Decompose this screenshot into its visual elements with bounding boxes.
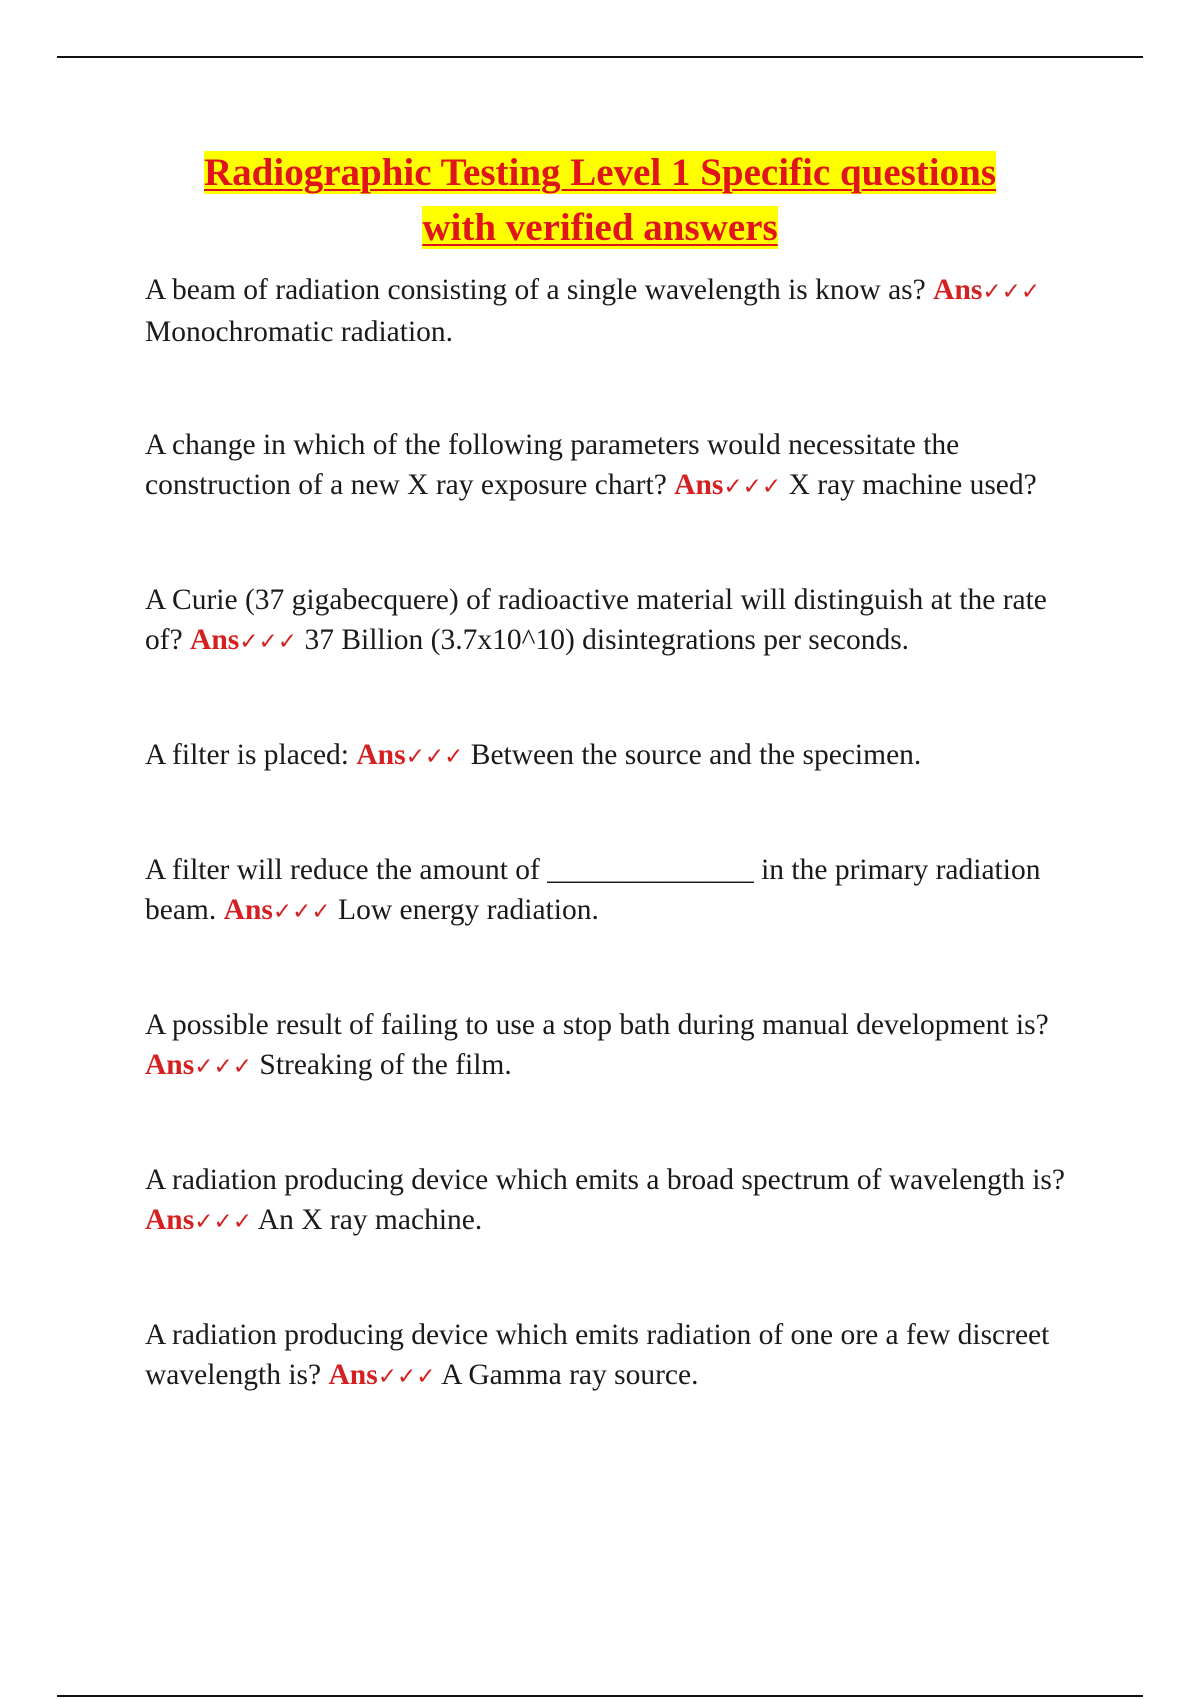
answer-text: Low energy radiation. [338, 894, 599, 926]
question-text: A radiation producing device which emits radiation of one ore a few discreet wavelength is? [145, 1319, 1050, 1391]
answer-text: Monochromatic radiation. [145, 316, 454, 348]
answer-text: A Gamma ray source. [441, 1359, 699, 1391]
question-text: A radiation producing device which emits a broad spectrum of wavelength is? [145, 1164, 1065, 1196]
answer-text: X ray machine used? [788, 469, 1037, 501]
answer-label: Ans [328, 1359, 378, 1391]
answer-label: Ans [674, 469, 724, 501]
qa-item [145, 580, 1090, 662]
qa-item [145, 270, 1090, 352]
answer-text: Between the source and the specimen. [470, 739, 922, 771]
header-rule [57, 56, 1143, 58]
check-marks-icon: ✓✓✓ [272, 899, 331, 925]
answer-label: Ans [356, 739, 406, 771]
answer-label: Ans [190, 624, 240, 656]
title-line-2: with verified answers [422, 206, 778, 249]
question-text: A change in which of the following parameters would necessitate the construction of a new X ray exposure chart? [145, 429, 960, 501]
footer-rule [57, 1695, 1143, 1697]
title-line-1: Radiographic Testing Level 1 Specific questions [204, 151, 996, 194]
question-text: A beam of radiation consisting of a single wavelength is know as? [145, 274, 926, 306]
answer-label: Ans [223, 894, 273, 926]
qa-item [145, 850, 1090, 932]
question-text: A filter is placed: [145, 739, 349, 771]
answer-label: Ans [933, 274, 983, 306]
qa-item [145, 1160, 1090, 1242]
check-marks-icon: ✓✓✓ [239, 629, 298, 655]
check-marks-icon: ✓✓✓ [405, 744, 464, 770]
check-marks-icon: ✓✓✓ [194, 1054, 253, 1080]
qa-item [145, 1315, 1090, 1397]
qa-item [145, 425, 1090, 507]
answer-text: Streaking of the film. [259, 1049, 512, 1081]
answer-text: An X ray machine. [257, 1204, 483, 1236]
check-marks-icon: ✓✓✓ [982, 279, 1041, 305]
check-marks-icon: ✓✓✓ [194, 1209, 253, 1235]
question-text: A Curie (37 gigabecquere) of radioactive material will distinguish at the rate of? [145, 584, 1047, 656]
answer-label: Ans [145, 1204, 195, 1236]
answer-text: 37 Billion (3.7x10^10) disintegrations per seconds. [304, 624, 910, 656]
question-text: A possible result of failing to use a stop bath during manual development is? [145, 1009, 1049, 1041]
check-marks-icon: ✓✓✓ [377, 1364, 436, 1390]
answer-label: Ans [145, 1049, 195, 1081]
question-text: A filter will reduce the amount of ______________ in the primary radiation beam. [145, 854, 1041, 926]
check-marks-icon: ✓✓✓ [723, 474, 782, 500]
qa-item [145, 1005, 1090, 1087]
qa-item [145, 735, 1090, 777]
qa-list [145, 270, 1090, 1397]
document-title [60, 145, 1140, 255]
